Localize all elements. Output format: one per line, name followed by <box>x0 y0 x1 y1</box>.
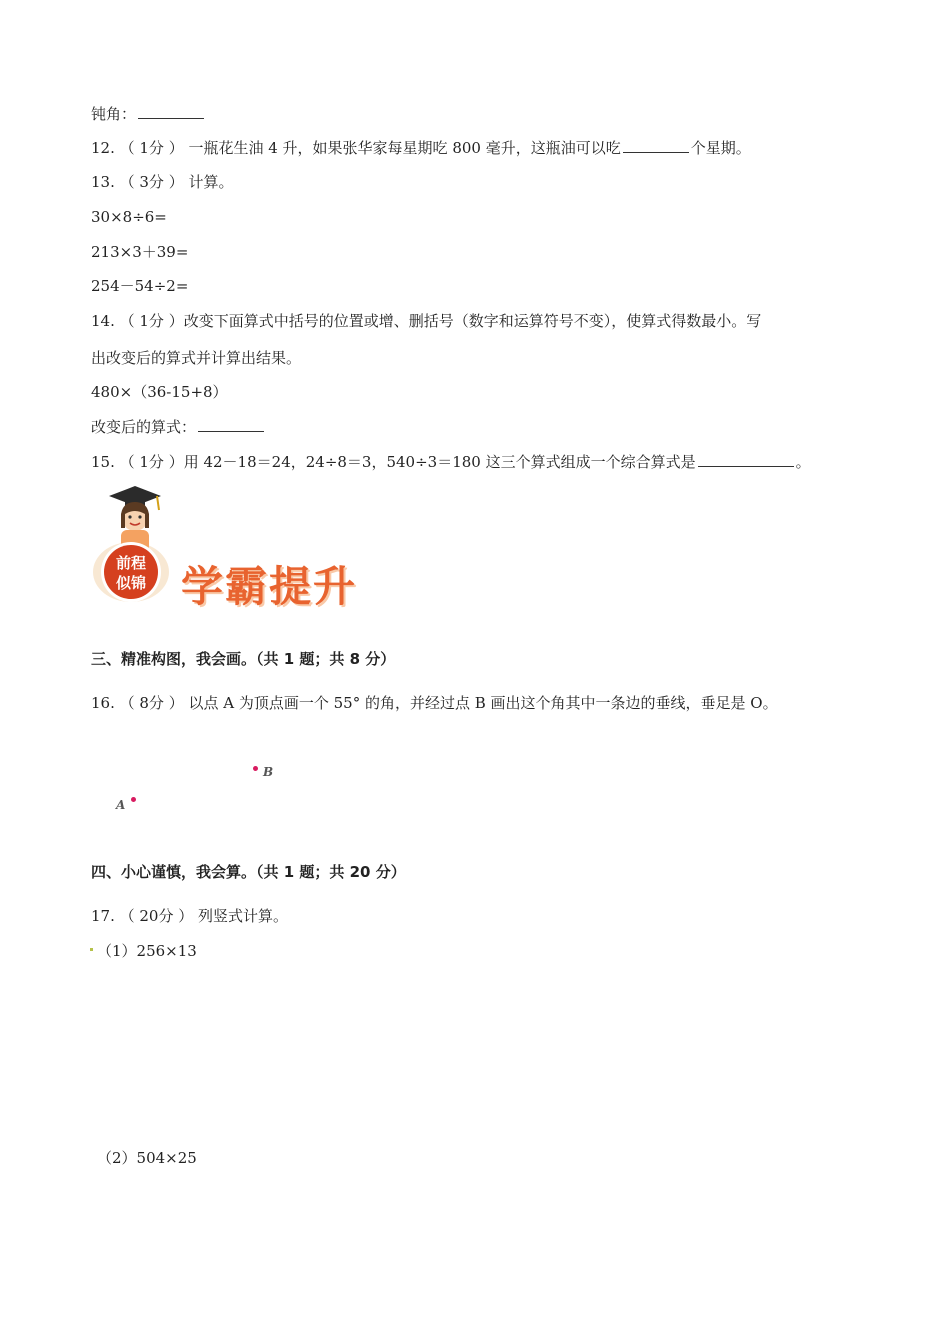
question-14-line2: 出改变后的算式并计算出结果。 <box>91 349 302 367</box>
section-4-heading: 四、小心谨慎，我会算。（共 1 题；共 20 分） <box>91 863 406 881</box>
section-3-heading: 三、精准构图，我会画。（共 1 题；共 8 分） <box>91 650 396 668</box>
answer-label: 改变后的算式： <box>91 418 197 436</box>
question-12-suffix: 个星期。 <box>690 139 751 157</box>
speck-mark <box>90 948 93 951</box>
badge-text-bottom: 似锦 <box>115 574 146 592</box>
calc-item-c: 254－54÷2= <box>91 277 189 295</box>
question-17-item-1: （1）256×13 <box>97 942 197 960</box>
badge-text-top: 前程 <box>115 554 146 572</box>
question-12-text: 12. （ 1分 ） 一瓶花生油 4 升，如果张华家每星期吃 800 毫升，这瓶油可以吃 <box>91 139 621 157</box>
question-15-text: 15. （ 1分 ）用 42－18＝24，24÷8＝3，540÷3＝180 这三个算式组成一个综合算式是 <box>91 453 696 471</box>
question-14-expression: 480×（36-15+8） <box>91 383 228 401</box>
question-14-line1: 14. （ 1分 ）改变下面算式中括号的位置或增、删括号（数字和运算符号不变），使算式得数最小。写 <box>91 312 762 330</box>
point-b[interactable] <box>253 766 258 771</box>
study-banner <box>91 484 401 611</box>
question-15 <box>91 452 811 472</box>
question-16: 16. （ 8分 ） 以点 A 为顶点画一个 55° 的角，并经过点 B 画出这个角其中一条边的垂线，垂足是 O。 <box>91 694 778 712</box>
calc-item-b: 213×3＋39= <box>91 243 189 261</box>
obtuse-line <box>91 104 206 124</box>
question-14-answer <box>91 417 266 437</box>
point-a[interactable] <box>131 797 136 802</box>
question-17: 17. （ 20分 ） 列竖式计算。 <box>91 907 289 925</box>
answer-blank[interactable] <box>623 138 689 153</box>
question-15-suffix: 。 <box>795 453 811 471</box>
obtuse-label: 钝角： <box>91 105 137 123</box>
point-a-label: A <box>116 798 126 812</box>
answer-blank[interactable] <box>698 452 794 467</box>
answer-blank[interactable] <box>138 104 204 119</box>
calc-item-a: 30×8÷6= <box>91 208 167 226</box>
banner-title: 学霸提升 <box>181 562 358 611</box>
question-17-item-2: （2）504×25 <box>97 1149 197 1167</box>
question-13: 13. （ 3分 ） 计算。 <box>91 173 234 191</box>
answer-blank[interactable] <box>198 417 264 432</box>
point-b-label: B <box>263 765 274 779</box>
question-12 <box>91 138 751 158</box>
